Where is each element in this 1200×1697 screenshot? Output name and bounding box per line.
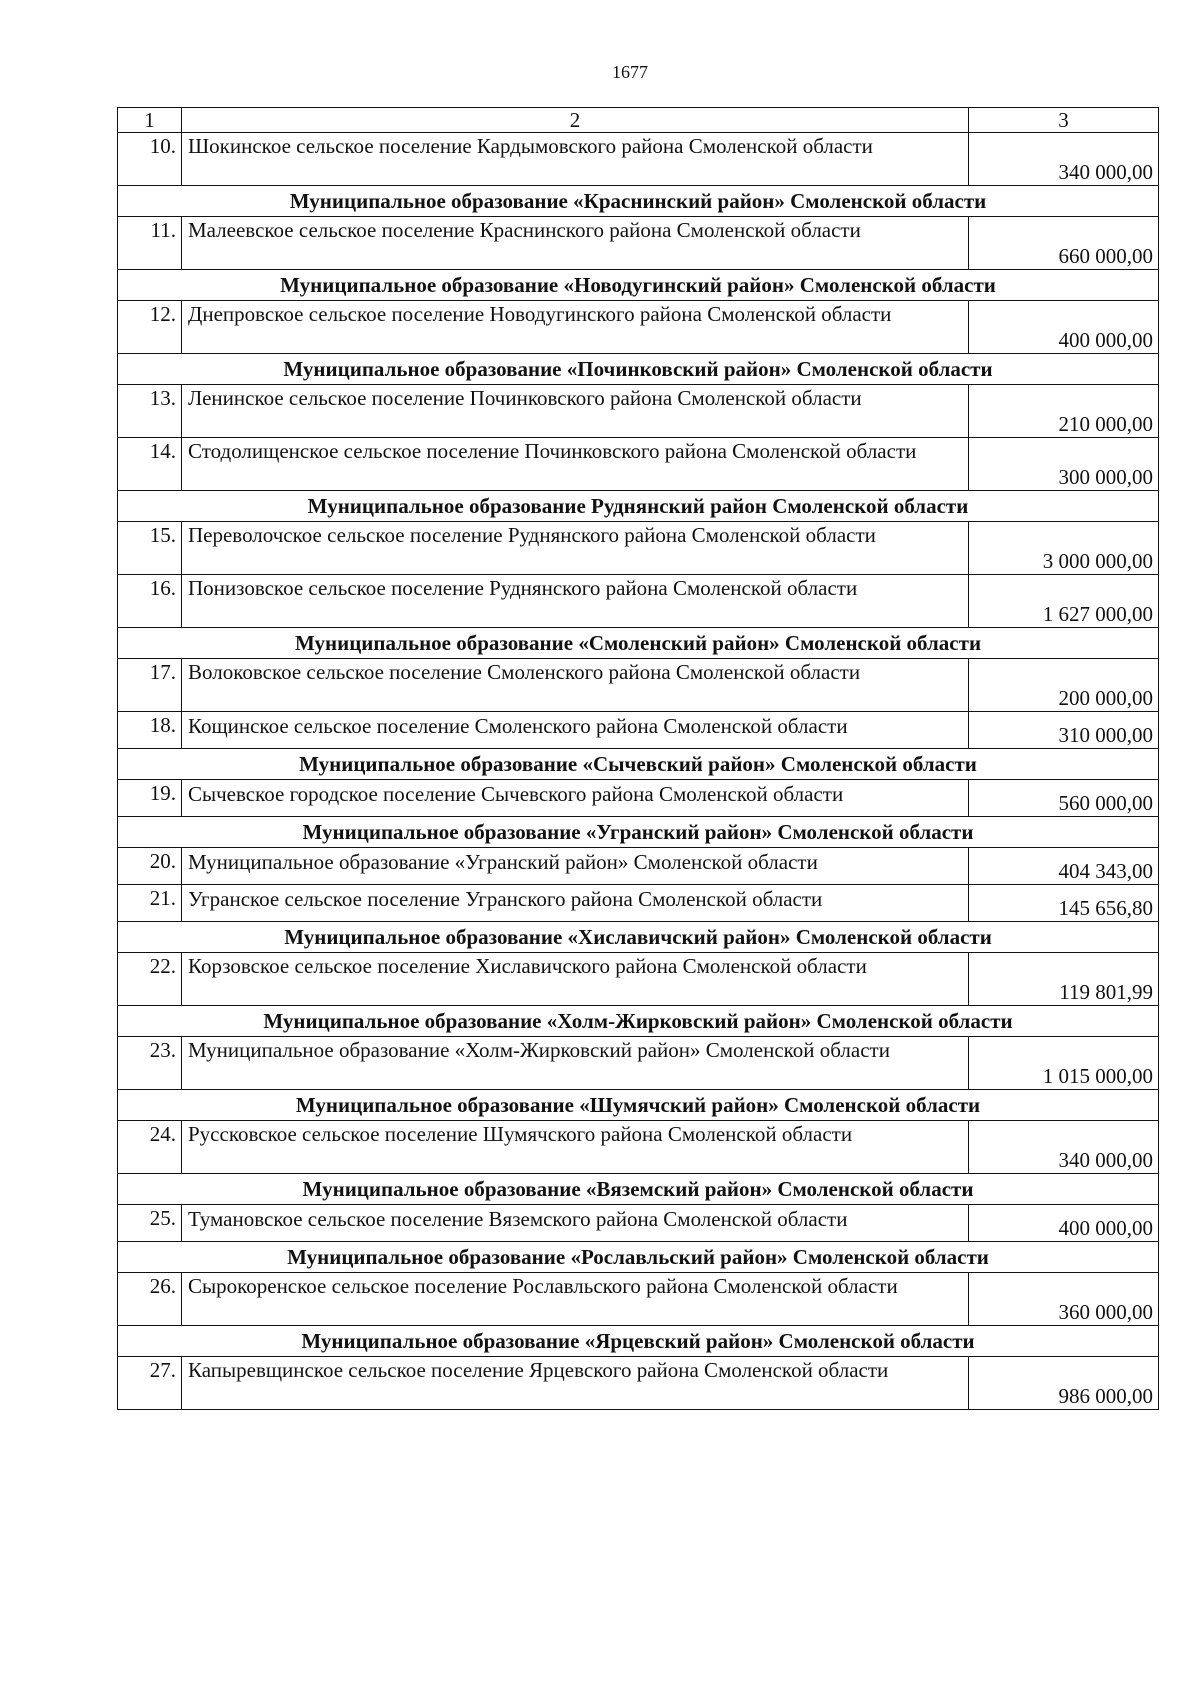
row-recipient-name: Понизовское сельское поселение Руднянского района Смоленской области bbox=[182, 575, 969, 628]
row-amount: 340 000,00 bbox=[969, 1121, 1159, 1174]
table-row bbox=[118, 575, 1159, 628]
table-row bbox=[118, 1205, 1159, 1242]
row-number: 14. bbox=[118, 438, 182, 491]
section-heading-row bbox=[118, 491, 1159, 522]
row-amount: 119 801,99 bbox=[969, 953, 1159, 1006]
row-recipient-name: Ленинское сельское поселение Починковского района Смоленской области bbox=[182, 385, 969, 438]
table-row bbox=[118, 133, 1159, 186]
table-row bbox=[118, 780, 1159, 817]
row-amount: 340 000,00 bbox=[969, 133, 1159, 186]
row-number: 26. bbox=[118, 1273, 182, 1326]
section-title: Муниципальное образование «Шумячский район» Смоленской области bbox=[118, 1090, 1159, 1121]
table-row bbox=[118, 385, 1159, 438]
row-number: 22. bbox=[118, 953, 182, 1006]
section-heading-row bbox=[118, 922, 1159, 953]
section-heading-row bbox=[118, 1242, 1159, 1273]
section-heading-row bbox=[118, 354, 1159, 385]
table-row bbox=[118, 1357, 1159, 1410]
row-recipient-name: Корзовское сельское поселение Хиславичского района Смоленской области bbox=[182, 953, 969, 1006]
table-body bbox=[118, 108, 1159, 1410]
table-row bbox=[118, 885, 1159, 922]
row-amount: 3 000 000,00 bbox=[969, 522, 1159, 575]
row-number: 13. bbox=[118, 385, 182, 438]
row-number: 20. bbox=[118, 848, 182, 885]
row-number: 18. bbox=[118, 712, 182, 749]
table-row bbox=[118, 953, 1159, 1006]
row-number: 21. bbox=[118, 885, 182, 922]
row-recipient-name: Сычевское городское поселение Сычевского района Смоленской области bbox=[182, 780, 969, 817]
row-recipient-name: Руссковское сельское поселение Шумячского района Смоленской области bbox=[182, 1121, 969, 1174]
section-title: Муниципальное образование «Ярцевский район» Смоленской области bbox=[118, 1326, 1159, 1357]
row-amount: 1 015 000,00 bbox=[969, 1037, 1159, 1090]
row-recipient-name: Капыревщинское сельское поселение Ярцевского района Смоленской области bbox=[182, 1357, 969, 1410]
section-title: Муниципальное образование «Рославльский район» Смоленской области bbox=[118, 1242, 1159, 1273]
row-amount: 1 627 000,00 bbox=[969, 575, 1159, 628]
table-row bbox=[118, 522, 1159, 575]
section-heading-row bbox=[118, 186, 1159, 217]
section-heading-row bbox=[118, 628, 1159, 659]
row-recipient-name: Переволочское сельское поселение Руднянского района Смоленской области bbox=[182, 522, 969, 575]
table-row bbox=[118, 712, 1159, 749]
row-recipient-name: Муниципальное образование «Холм-Жирковский район» Смоленской области bbox=[182, 1037, 969, 1090]
row-amount: 360 000,00 bbox=[969, 1273, 1159, 1326]
section-heading-row bbox=[118, 817, 1159, 848]
header-cell-number: 1 bbox=[118, 108, 182, 133]
section-title: Муниципальное образование «Вяземский район» Смоленской области bbox=[118, 1174, 1159, 1205]
allocation-table bbox=[117, 107, 1159, 1410]
section-heading-row bbox=[118, 1006, 1159, 1037]
row-number: 12. bbox=[118, 301, 182, 354]
allocation-table-container bbox=[117, 107, 1158, 1410]
row-number: 15. bbox=[118, 522, 182, 575]
row-recipient-name: Тумановское сельское поселение Вяземского района Смоленской области bbox=[182, 1205, 969, 1242]
row-recipient-name: Кощинское сельское поселение Смоленского района Смоленской области bbox=[182, 712, 969, 749]
row-amount: 400 000,00 bbox=[969, 301, 1159, 354]
row-recipient-name: Волоковское сельское поселение Смоленского района Смоленской области bbox=[182, 659, 969, 712]
section-title: Муниципальное образование «Починковский район» Смоленской области bbox=[118, 354, 1159, 385]
row-amount: 200 000,00 bbox=[969, 659, 1159, 712]
row-number: 24. bbox=[118, 1121, 182, 1174]
row-number: 25. bbox=[118, 1205, 182, 1242]
section-heading-row bbox=[118, 749, 1159, 780]
row-amount: 560 000,00 bbox=[969, 780, 1159, 817]
table-row bbox=[118, 1121, 1159, 1174]
section-title: Муниципальное образование «Смоленский район» Смоленской области bbox=[118, 628, 1159, 659]
row-number: 11. bbox=[118, 217, 182, 270]
page-number: 1677 bbox=[612, 62, 648, 82]
row-amount: 300 000,00 bbox=[969, 438, 1159, 491]
section-title: Муниципальное образование Руднянский район Смоленской области bbox=[118, 491, 1159, 522]
row-number: 10. bbox=[118, 133, 182, 186]
row-amount: 400 000,00 bbox=[969, 1205, 1159, 1242]
row-recipient-name: Угранское сельское поселение Угранского района Смоленской области bbox=[182, 885, 969, 922]
section-heading-row bbox=[118, 1090, 1159, 1121]
header-cell-amount: 3 bbox=[969, 108, 1159, 133]
row-number: 17. bbox=[118, 659, 182, 712]
row-recipient-name: Малеевское сельское поселение Краснинского района Смоленской области bbox=[182, 217, 969, 270]
table-row bbox=[118, 1037, 1159, 1090]
row-number: 19. bbox=[118, 780, 182, 817]
row-amount: 404 343,00 bbox=[969, 848, 1159, 885]
table-row bbox=[118, 217, 1159, 270]
section-title: Муниципальное образование «Холм-Жирковский район» Смоленской области bbox=[118, 1006, 1159, 1037]
section-title: Муниципальное образование «Новодугинский район» Смоленской области bbox=[118, 270, 1159, 301]
row-amount: 986 000,00 bbox=[969, 1357, 1159, 1410]
section-title: Муниципальное образование «Сычевский район» Смоленской области bbox=[118, 749, 1159, 780]
section-title: Муниципальное образование «Хиславичский район» Смоленской области bbox=[118, 922, 1159, 953]
row-amount: 660 000,00 bbox=[969, 217, 1159, 270]
table-row bbox=[118, 1273, 1159, 1326]
row-number: 16. bbox=[118, 575, 182, 628]
header-cell-name: 2 bbox=[182, 108, 969, 133]
table-row bbox=[118, 848, 1159, 885]
table-header-row bbox=[118, 108, 1159, 133]
section-heading-row bbox=[118, 1326, 1159, 1357]
row-recipient-name: Сырокоренское сельское поселение Рославльского района Смоленской области bbox=[182, 1273, 969, 1326]
row-amount: 310 000,00 bbox=[969, 712, 1159, 749]
section-heading-row bbox=[118, 270, 1159, 301]
section-title: Муниципальное образование «Краснинский район» Смоленской области bbox=[118, 186, 1159, 217]
section-heading-row bbox=[118, 1174, 1159, 1205]
table-row bbox=[118, 438, 1159, 491]
row-recipient-name: Днепровское сельское поселение Новодугинского района Смоленской области bbox=[182, 301, 969, 354]
row-number: 23. bbox=[118, 1037, 182, 1090]
row-amount: 210 000,00 bbox=[969, 385, 1159, 438]
row-recipient-name: Шокинское сельское поселение Кардымовского района Смоленской области bbox=[182, 133, 969, 186]
row-amount: 145 656,80 bbox=[969, 885, 1159, 922]
row-recipient-name: Стодолищенское сельское поселение Починковского района Смоленской области bbox=[182, 438, 969, 491]
row-recipient-name: Муниципальное образование «Угранский район» Смоленской области bbox=[182, 848, 969, 885]
section-title: Муниципальное образование «Угранский район» Смоленской области bbox=[118, 817, 1159, 848]
table-row bbox=[118, 659, 1159, 712]
row-number: 27. bbox=[118, 1357, 182, 1410]
table-row bbox=[118, 301, 1159, 354]
